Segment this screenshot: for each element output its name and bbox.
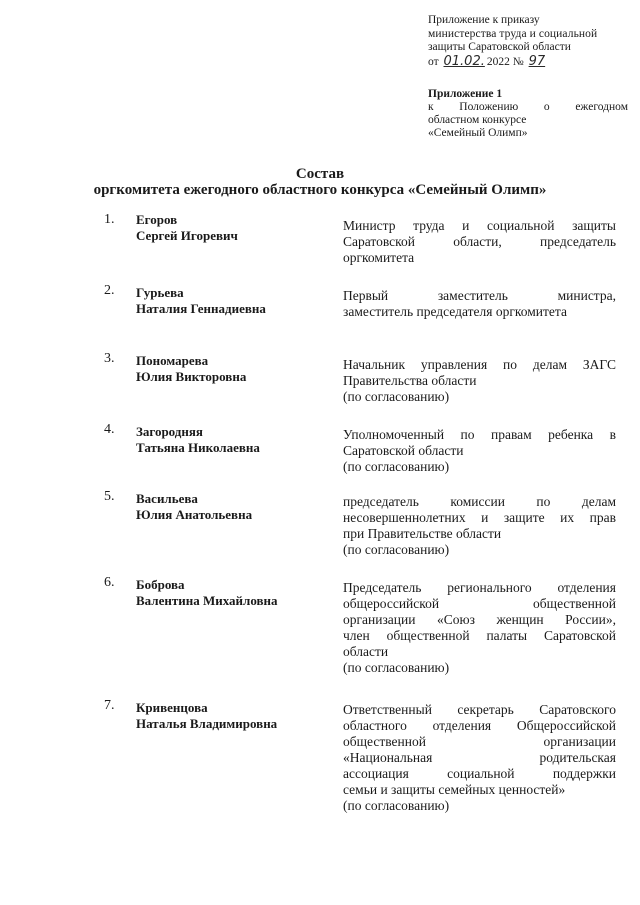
member-given-name: Валентина Михайловна xyxy=(136,593,278,608)
member-surname: Кривенцова xyxy=(136,700,208,715)
role-line: оргкомитета xyxy=(343,250,415,265)
role-line: (по согласованию) xyxy=(343,660,450,675)
member-number: 6. xyxy=(104,575,115,590)
member-number: 7. xyxy=(104,698,115,713)
number-sign: № xyxy=(512,55,524,68)
member-surname: Пономарева xyxy=(136,353,209,368)
role-line: (по согласованию) xyxy=(343,798,450,813)
role-line: несовершеннолетних и защите их прав xyxy=(343,510,616,525)
member-name xyxy=(136,700,277,732)
member-name xyxy=(136,353,246,385)
order-date-line xyxy=(428,55,618,70)
member-surname: Егоров xyxy=(136,212,178,227)
role-line: организации «Союз женщин России», xyxy=(343,612,616,627)
role-line: области xyxy=(343,644,389,659)
member-name xyxy=(136,424,260,456)
appendix-1-line-2 xyxy=(428,101,628,114)
role-line: Начальник управления по делам ЗАГС xyxy=(343,357,616,372)
appendix-line-3: защиты Саратовской области xyxy=(428,41,571,53)
member-given-name: Юлия Викторовна xyxy=(136,369,247,384)
appendix-1-word: к xyxy=(428,101,434,113)
appendix-1-line-3: областном конкурсе xyxy=(428,114,527,126)
member-given-name: Наталья Владимировна xyxy=(136,716,278,731)
member-role xyxy=(343,427,616,475)
member-role xyxy=(343,357,616,405)
role-line: общероссийской общественной xyxy=(343,596,616,611)
member-role xyxy=(343,580,616,676)
role-line: Саратовской области xyxy=(343,443,464,458)
document-title: Состав xyxy=(295,166,345,182)
role-line: (по согласованию) xyxy=(343,389,450,404)
role-line: Первый заместитель министра, xyxy=(343,288,616,303)
member-number: 4. xyxy=(104,422,115,437)
appendix-1-block xyxy=(428,88,628,140)
member-name xyxy=(136,285,266,317)
document-subtitle: оргкомитета ежегодного областного конкурса «Семейный Олимп» xyxy=(93,182,547,198)
role-line: при Правительстве области xyxy=(343,526,502,541)
role-line: общественной организации xyxy=(343,734,616,749)
role-line: «Национальная родительская xyxy=(343,750,616,765)
role-line: (по согласованию) xyxy=(343,459,450,474)
appendix-1-line-4: «Семейный Олимп» xyxy=(428,127,528,139)
appendix-line-1: Приложение к приказу xyxy=(428,14,540,26)
handwritten-date: 01.02. xyxy=(443,53,485,69)
role-line: ассоциация социальной поддержки xyxy=(343,766,616,781)
role-line: областного отделения Общероссийской xyxy=(343,718,616,733)
role-line: Правительства области xyxy=(343,373,477,388)
role-line: Саратовской области, председатель xyxy=(343,234,616,249)
member-number: 2. xyxy=(104,283,115,298)
member-role xyxy=(343,288,616,320)
date-year: 2022 xyxy=(486,55,510,68)
role-line: Министр труда и социальной защиты xyxy=(343,218,616,233)
order-appendix-header xyxy=(428,14,618,69)
role-line: семьи и защиты семейных ценностей» xyxy=(343,782,566,797)
date-prefix: от xyxy=(428,55,439,68)
member-name xyxy=(136,212,238,244)
appendix-1-word: Положению xyxy=(459,101,519,113)
member-name xyxy=(136,491,252,523)
appendix-1-word: ежегодном xyxy=(575,101,628,113)
member-number: 1. xyxy=(104,212,115,227)
role-line: член общественной палаты Саратовской xyxy=(343,628,616,643)
role-line: Уполномоченный по правам ребенка в xyxy=(343,427,616,442)
member-name xyxy=(136,577,278,609)
role-line: председатель комиссии по делам xyxy=(343,494,616,509)
member-given-name: Юлия Анатольевна xyxy=(136,507,253,522)
member-number: 5. xyxy=(104,489,115,504)
member-given-name: Наталия Геннадиевна xyxy=(136,301,266,316)
member-surname: Боброва xyxy=(136,577,185,592)
role-line: (по согласованию) xyxy=(343,542,450,557)
appendix-1-heading: Приложение 1 xyxy=(428,88,503,100)
member-role xyxy=(343,702,616,814)
member-surname: Васильева xyxy=(136,491,198,506)
role-line: заместитель председателя оргкомитета xyxy=(343,304,567,319)
member-surname: Загородняя xyxy=(136,424,203,439)
appendix-line-2: министерства труда и социальной xyxy=(428,27,598,40)
member-role xyxy=(343,218,616,266)
appendix-1-word: о xyxy=(543,101,550,113)
member-number: 3. xyxy=(104,351,115,366)
role-line: Ответственный секретарь Саратовского xyxy=(343,702,616,717)
member-surname: Гурьева xyxy=(136,285,184,300)
handwritten-number: 97 xyxy=(528,53,546,69)
member-given-name: Татьяна Николаевна xyxy=(136,440,260,455)
role-line: Председатель регионального отделения xyxy=(343,580,616,595)
member-given-name: Сергей Игоревич xyxy=(136,228,238,243)
member-role xyxy=(343,494,616,558)
